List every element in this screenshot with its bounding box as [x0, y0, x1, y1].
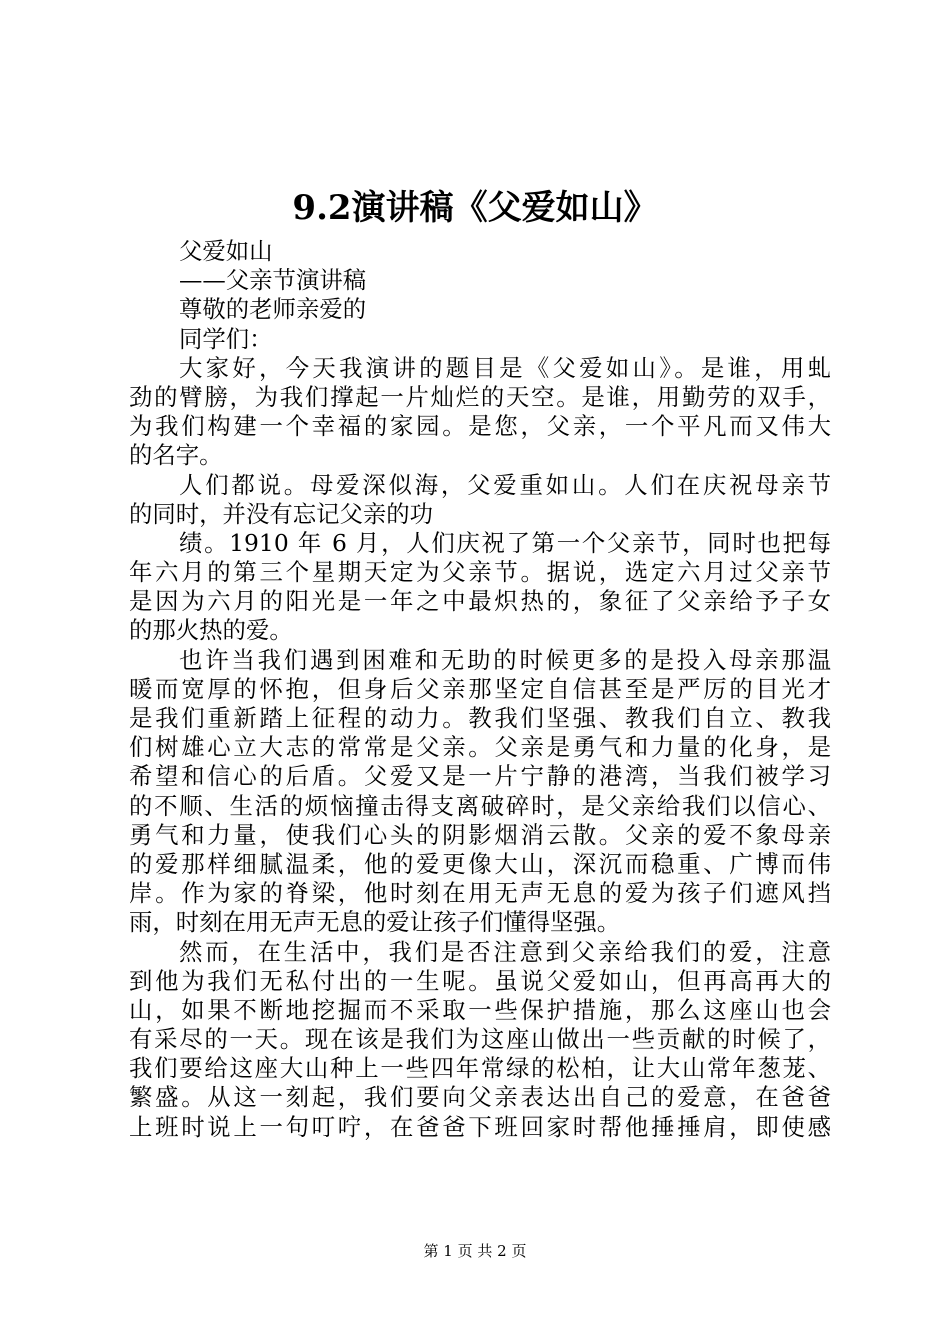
text-line: 绩。1910 年 6 月，人们庆祝了第一个父亲节，同时也把每: [179, 528, 831, 557]
text-line: 有采尽的一天。现在该是我们为这座山做出一些贡献的时候了，: [129, 1025, 831, 1054]
text-line: ——父亲节演讲稿: [179, 266, 367, 295]
text-line: 人们都说。母爱深似海，父爱重如山。人们在庆祝母亲节: [179, 470, 831, 499]
text-line: 年六月的第三个星期天定为父亲节。据说，选定六月过父亲节: [129, 558, 831, 587]
text-line: 的不顺、生活的烦恼撞击得支离破碎时，是父亲给我们以信心、: [129, 791, 831, 820]
text-line: 也许当我们遇到困难和无助的时候更多的是投入母亲那温: [179, 645, 831, 674]
page-footer: 第 1 页 共 2 页: [423, 1242, 527, 1260]
text-line: 是因为六月的阳光是一年之中最炽热的，象征了父亲给予子女: [129, 587, 831, 616]
text-line: 然而，在生活中，我们是否注意到父亲给我们的爱，注意: [179, 937, 831, 966]
text-line: 父爱如山: [179, 237, 273, 265]
text-line: 山，如果不断地挖掘而不采取一些保护措施，那么这座山也会: [129, 995, 831, 1024]
text-line: 我们要给这座大山种上一些四年常绿的松柏，让大山常年葱茏、: [129, 1054, 831, 1083]
text-line: 的那火热的爱。: [129, 616, 293, 645]
document-title: 9.2演讲稿《父爱如山》: [292, 188, 658, 228]
text-line: 暖而宽厚的怀抱，但身后父亲那坚定自信甚至是严厉的目光才: [129, 674, 831, 703]
text-line: 同学们：: [179, 324, 273, 353]
text-line: 到他为我们无私付出的一生呢。虽说父爱如山，但再高再大的: [129, 966, 831, 995]
text-line: 的名字。: [129, 441, 223, 470]
text-line: 繁盛。从这一刻起，我们要向父亲表达出自己的爱意，在爸爸: [129, 1083, 831, 1112]
text-line: 们树雄心立大志的常常是父亲。父亲是勇气和力量的化身，是: [129, 733, 831, 762]
text-line: 雨，时刻在用无声无息的爱让孩子们懂得坚强。: [129, 908, 621, 937]
text-line: 希望和信心的后盾。父爱又是一片宁静的港湾，当我们被学习: [129, 762, 831, 791]
text-line: 为我们构建一个幸福的家园。是您，父亲，一个平凡而又伟大: [129, 412, 831, 441]
text-line: 勇气和力量，使我们心头的阴影烟消云散。父亲的爱不象母亲: [129, 820, 831, 849]
text-line: 的爱那样细腻温柔，他的爱更像大山，深沉而稳重、广博而伟: [129, 849, 831, 878]
text-line: 大家好，今天我演讲的题目是《父爱如山》。是谁，用虬: [179, 353, 831, 382]
text-line: 的同时，并没有忘记父亲的功: [129, 499, 434, 528]
document-body: [129, 237, 831, 1142]
text-line: 尊敬的老师亲爱的: [179, 295, 367, 324]
text-line: 是我们重新踏上征程的动力。教我们坚强、教我们自立、教我: [129, 704, 831, 732]
text-line: 岸。作为家的脊梁，他时刻在用无声无息的爱为孩子们遮风挡: [129, 879, 831, 908]
text-line: 劲的臂膀，为我们撑起一片灿烂的天空。是谁，用勤劳的双手，: [129, 382, 831, 411]
text-line: 上班时说上一句叮咛，在爸爸下班回家时帮他捶捶肩，即使感: [129, 1112, 831, 1141]
